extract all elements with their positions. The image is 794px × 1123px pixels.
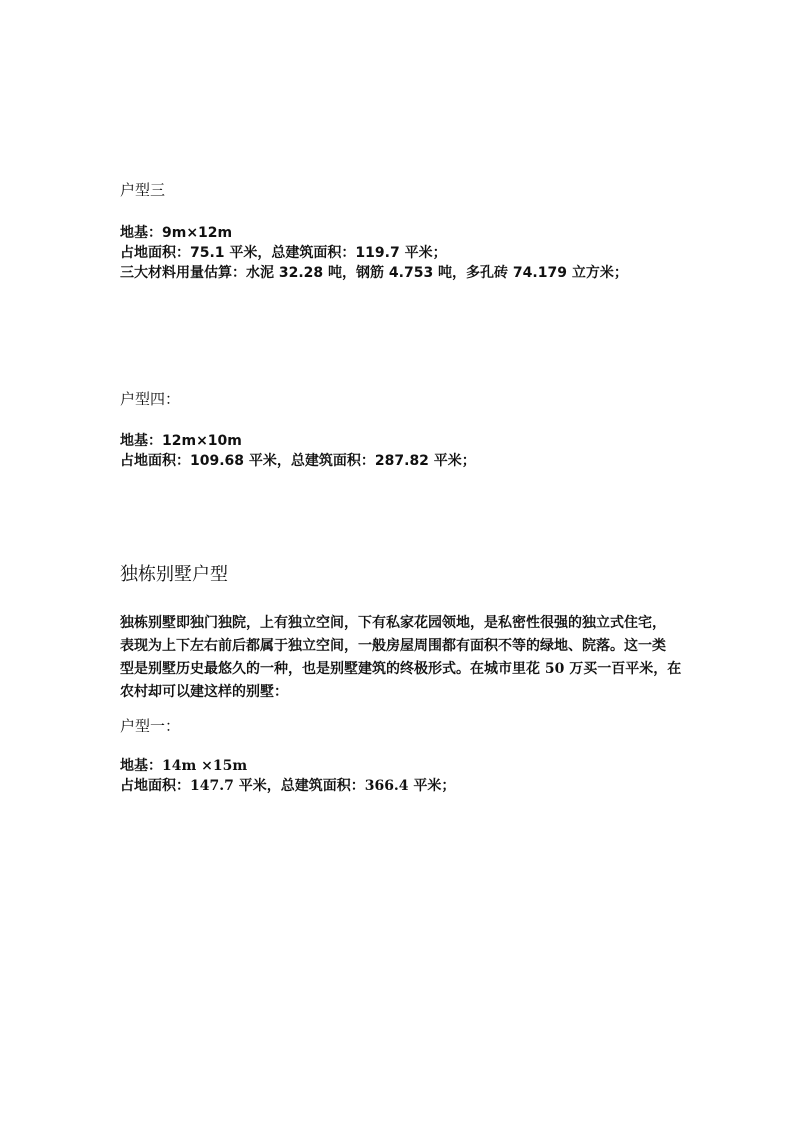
house-type-4-foundation: 地基：12m×10m	[120, 433, 242, 449]
villa-description-line-2: 表现为上下左右前后都属于独立空间，一般房屋周围都有面积不等的绿地、院落。这一类	[120, 638, 666, 654]
villa-heading: 独栋别墅户型	[120, 564, 228, 585]
villa-description-line-3: 型是别墅历史最悠久的一种，也是别墅建筑的终极形式。在城市里花 50 万买一百平米，在	[120, 661, 682, 677]
house-type-3-area: 占地面积：75.1 平米，总建筑面积：119.7 平米；	[120, 245, 447, 261]
house-type-4-title: 户型四：	[120, 390, 181, 408]
villa-description	[120, 612, 680, 704]
house-type-3-materials: 三大材料用量估算：水泥 32.28 吨，钢筋 4.753 吨，多孔砖 74.179 立方米；	[120, 265, 628, 281]
villa-type-1-area: 占地面积：147.7 平米，总建筑面积：366.4 平米；	[120, 778, 456, 794]
villa-description-line-1: 独栋别墅即独门独院，上有独立空间，下有私家花园领地，是私密性很强的独立式住宅，	[120, 615, 666, 631]
house-type-4-area: 占地面积：109.68 平米，总建筑面积：287.82 平米；	[120, 453, 476, 469]
house-type-3-title: 户型三	[120, 181, 166, 199]
house-type-3-foundation: 地基：9m×12m	[120, 225, 233, 241]
villa-description-line-4: 农村却可以建这样的别墅：	[120, 684, 288, 700]
villa-type-1-foundation: 地基：14m ×15m	[120, 758, 248, 774]
villa-type-1-title: 户型一：	[120, 717, 181, 735]
